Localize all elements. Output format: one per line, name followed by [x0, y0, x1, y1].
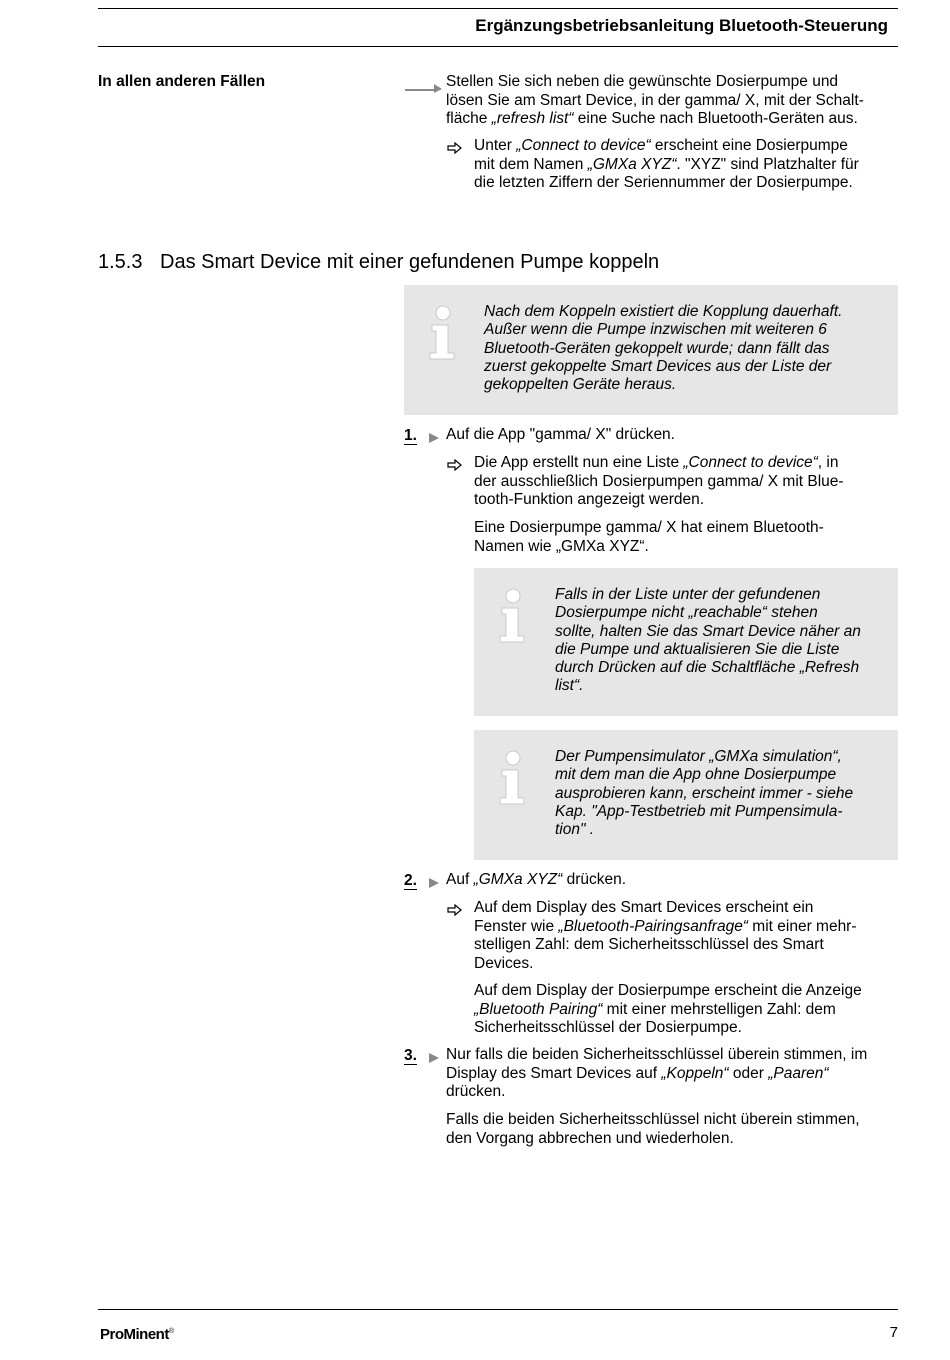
info-box-reachable	[474, 568, 898, 716]
info-text: Der Pumpensimulator „GMXa simulation“, mit dem man die App ohne Dosierpumpe ausprobieren kann, erscheint immer - siehe Kap. "App-Testbetrieb mit Pumpensimula- tion" .	[555, 748, 854, 839]
step-arrow-icon	[426, 1052, 442, 1064]
koppeln-term: „Koppeln“	[661, 1064, 729, 1082]
info-icon	[426, 303, 460, 361]
step-3-text: Nur falls die beiden Sicherheitsschlüssel überein stimmen, im Display des Smart Devices auf „Koppeln“ oder „Paaren“ drücken.	[446, 1046, 868, 1100]
step-arrow-icon	[404, 80, 444, 94]
bluetooth-pairing-term: „Bluetooth Pairing“	[474, 1000, 603, 1018]
step-1-result: Die App erstellt nun eine Liste „Connect to device“, in der ausschließlich Dosierpumpen gamma/ X mit Blue- tooth-Funktion angezeigt werden.	[474, 454, 844, 508]
result-arrow-icon	[447, 142, 463, 154]
header-bottom-rule	[98, 46, 898, 47]
step-1-text: Auf die App "gamma/ X" drücken.	[446, 426, 675, 443]
info-text: Nach dem Koppeln existiert die Kopplung dauerhaft. Außer wenn die Pumpe inzwischen mit weiteren 6 Bluetooth-Geräten gekoppelt wurde; dann fällt das zuerst gekoppelte Smart Devices aus der Liste der gekoppelten Geräte heraus.	[484, 303, 843, 394]
page-number: 7	[889, 1324, 898, 1341]
step-number: 2.	[404, 872, 417, 889]
info-text: Falls in der Liste unter der gefundenen Dosierpumpe nicht „reachable“ stehen sollte, halten Sie das Smart Device näher an die Pumpe und aktualisieren Sie die Liste durch Drücken auf die Schaltfläche „Refresh list“.	[555, 586, 861, 695]
intro-step-line: fläche „refresh list“ eine Suche nach Bluetooth-Geräten aus.	[446, 110, 858, 127]
result-arrow-icon	[447, 459, 463, 471]
refresh-list-term: „refresh list“	[491, 110, 574, 127]
info-icon	[496, 586, 530, 644]
pairing-request-term: „Bluetooth-Pairingsanfrage“	[558, 917, 748, 935]
intro-step-line: lösen Sie am Smart Device, in der gamma/ X, mit der Schalt-	[446, 91, 864, 109]
step-2-marker	[404, 872, 444, 890]
step-number: 3.	[404, 1047, 417, 1064]
footer-rule	[98, 1309, 898, 1310]
step-1-marker	[404, 427, 444, 445]
step-1-note: Eine Dosierpumpe gamma/ X hat einem Bluetooth- Namen wie „GMXa XYZ“.	[474, 519, 824, 555]
info-icon	[496, 748, 530, 806]
section-number: 1.5.3	[98, 251, 143, 273]
paaren-term: „Paaren“	[768, 1064, 829, 1082]
side-label: In allen anderen Fällen	[98, 73, 266, 90]
step-number: 1.	[404, 427, 417, 444]
info-box-simulator	[474, 730, 898, 860]
step-2-result: Auf dem Display des Smart Devices erscheint ein Fenster wie „Bluetooth-Pairingsanfrage“ mit einer mehr- stelligen Zahl: dem Sicherheitsschlüssel des Smart Devices.	[474, 899, 857, 972]
intro-result-text: Unter „Connect to device“ erscheint eine Dosierpumpe mit dem Namen „GMXa XYZ“. "XYZ" sind Platzhalter für die letzten Ziffern der Seriennummer der Dosierpumpe.	[474, 137, 859, 191]
gmxa-xyz-term: „GMXa XYZ“	[473, 871, 563, 888]
section-heading	[98, 251, 659, 274]
section-title: Das Smart Device mit einer gefundenen Pumpe koppeln	[160, 251, 660, 273]
step-2-text: Auf „GMXa XYZ“ drücken.	[446, 871, 627, 888]
result-arrow-icon	[447, 904, 463, 916]
step-2-note: Auf dem Display der Dosierpumpe erscheint die Anzeige „Bluetooth Pairing“ mit einer mehrstelligen Zahl: dem Sicherheitsschlüssel der Dosierpumpe.	[474, 982, 862, 1036]
connect-to-device-term: „Connect to device“	[516, 137, 651, 154]
step-3-note: Falls die beiden Sicherheitsschlüssel nicht überein stimmen, den Vorgang abbrechen und wiederholen.	[446, 1111, 860, 1147]
gmxa-xyz-term: „GMXa XYZ“	[587, 155, 677, 173]
connect-to-device-term: „Connect to device“	[683, 454, 818, 471]
step-3-marker	[404, 1047, 444, 1065]
header-title: Ergänzungsbetriebsanleitung Bluetooth-Steuerung	[475, 16, 888, 35]
intro-step-text	[446, 73, 864, 129]
info-box-pairing	[404, 285, 898, 415]
step-arrow-icon	[426, 432, 442, 444]
header-top-rule	[98, 8, 898, 9]
intro-step-line: Stellen Sie sich neben die gewünschte Dosierpumpe und	[446, 73, 839, 90]
step-arrow-icon	[426, 877, 442, 889]
prominent-logo: ProMinent®	[100, 1326, 174, 1343]
